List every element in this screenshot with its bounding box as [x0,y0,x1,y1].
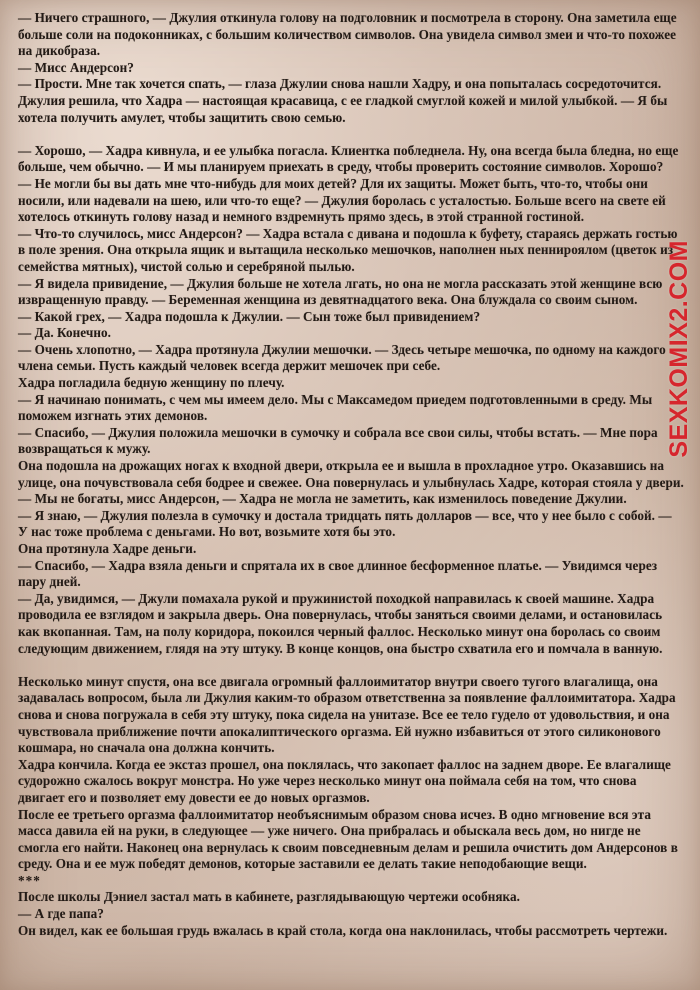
paragraph: — Да. Конечно. [18,325,111,341]
paragraph: — Что-то случилось, мисс Андерсон? — Хадра встала с дивана и подошла к буфету, стараясь держать гостью в поле зрения. Она открыла ящик и вытащила несколько мешочков, наполнен ных пеннироялом (цветок из семейства мятных), чистой солью и серебряной пылью. [18,225,678,274]
paragraph: — Прости. Мне так хочется спать, — глаза Джулии снова нашли Хадру, и она попыталась сосредоточится. Джулия решила, что Хадра — настоящая красавица, с ее гладкой смуглой кожей и милой улыбкой. — Я бы хотела получить амулет, чтобы защитить свою семью. [18,76,668,125]
site-watermark: SEXKOMIX2.COM [665,240,693,458]
paragraph: — Ничего страшного, — Джулия откинула голову на подголовник и посмотрела в сторону. Она заметила еще больше соли на подоконниках, с большим количеством символов. Она увидела символ змеи и что-то похожее на дикобраза. [18,10,677,59]
paragraph: Несколько минут спустя, она все двигала огромный фаллоимитатор внутри своего тугого влагалища, она задавалась вопросом, была ли Джулия каким-то образом ответственна за появление фаллоимитатора. Хадра снова и снова погружала в себя эту штуку, пока сидела на унитазе. Все ее тело гудело от удовольствия, и она чувствовала приближение почти апокалиптического оргазма. Ей нужно избавиться от этого силиконового кошмара, но сначала она должна кончить. [18,673,676,756]
paragraph: Хадра погладила бедную женщину по плечу. [18,375,285,391]
paragraph: — Очень хлопотно, — Хадра протянула Джулии мешочки. — Здесь четыре мешочка, по одному на каждого члена семьи. Пусть каждый человек всегда держит мешочек при себе. [18,341,666,374]
paragraph: Он видел, как ее большая грудь вжалась в край стола, когда она наклонилась, чтобы рассмотреть чертежи. [18,922,668,938]
paragraph: После школы Дэниел застал мать в кабинете, разглядывающую чертежи особняка. [18,889,520,905]
paragraph: — Спасибо, — Хадра взяла деньги и спрятала их в свое длинное бесформенное платье. — Увидимся через пару дней. [18,557,658,590]
paragraph: — Какой грех, — Хадра подошла к Джулии. — Сын тоже был привидением? [18,308,481,324]
paragraph: — Я знаю, — Джулия полезла в сумочку и достала тридцать пять долларов — все, что у нее было с собой. — У нас тоже проблема с деньгами. Но вот, возьмите хотя бы это. [18,507,672,540]
paragraph: — Хорошо, — Хадра кивнула, и ее улыбка погасла. Клиентка побледнела. Ну, она всегда была бледна, но еще больше, чем обычно. — И мы планируем приехать в среду, чтобы проверить состояние символов. Хорошо? [18,142,679,175]
paragraph: — А где папа? [18,906,104,922]
paragraph: — Мисс Андерсон? [18,59,134,75]
paragraph: — Мы не богаты, мисс Андерсон, — Хадра не могла не заметить, как изменилось поведение Джулии. [18,491,627,507]
paragraph: Хадра кончила. Когда ее экстаз прошел, она поклялась, что закопает фаллос на заднем дворе. Ее влагалище судорожно сжалось вокруг монстра. Но уже через несколько минут она поймала себя на том, что снова двигает его и позволяет ему довести ее до новых оргазмов. [18,756,671,805]
paragraph: Она протянула Хадре деньги. [18,541,197,556]
paragraph: После ее третьего оргазма фаллоимитатор необъяснимым образом снова исчез. В одно мгновение вся эта масса давила ей на руки, в следующее — уже ничего. Она прибралась и обыскала весь дом, но нигде не смогла его найти. Наконец она вернулась к своим повседневным делам и решила очистить дом Андерсонов в среду. Она и ее муж победят демонов, которые заставили ее делать такие неподобающие вещи. [18,806,678,872]
paragraph: — Не могли бы вы дать мне что-нибудь для моих детей? Для их защиты. Может быть, что-то, чтобы они носили, или надевали на шею, или что-то еще? — Джулия боролась с усталостью. Больше всего на свете ей хотелось откинуть голову назад и немного вздремнуть прямо здесь, в этой странной гостиной. [18,175,666,225]
paragraph: — Спасибо, — Джулия положила мешочки в сумочку и собрала все свои силы, чтобы встать. — Мне пора возвращаться к мужу. [18,424,658,457]
paragraph: Она подошла на дрожащих ногах к входной двери, открыла ее и вышла в прохладное утро. Оказавшись на улице, она почувствовала себя бодрее и свежее. Она повернулась и улыбнулась Хадре, которая стояла у двери. [18,458,684,490]
paragraph: — Я начинаю понимать, с чем мы имеем дело. Мы с Максамедом приедем подготовленными в среду. Мы поможем изгнать этих демонов. [18,391,653,424]
paragraph: — Я видела привидение, — Джулия больше не хотела лгать, но она не могла рассказать этой женщине всю извращенную правду. — Беременная женщина из девятнадцатого века. Она блуждала со своим сыном. [18,275,663,308]
section-break: *** [18,872,41,888]
paragraph: — Да, увидимся, — Джули помахала рукой и пружинистой походкой направилась к своей машине. Хадра проводила ее взглядом и закрыла дверь. Она повернулась, чтобы заняться своими делами, и остановилась как вкопанная. Там, на полу коридора, покоился черный фаллос. Несколько минут она боролась со своим следующим движением, глядя на эту штуку. В конце концов, она быстро схватила его и помчала в ванную. [18,590,663,656]
